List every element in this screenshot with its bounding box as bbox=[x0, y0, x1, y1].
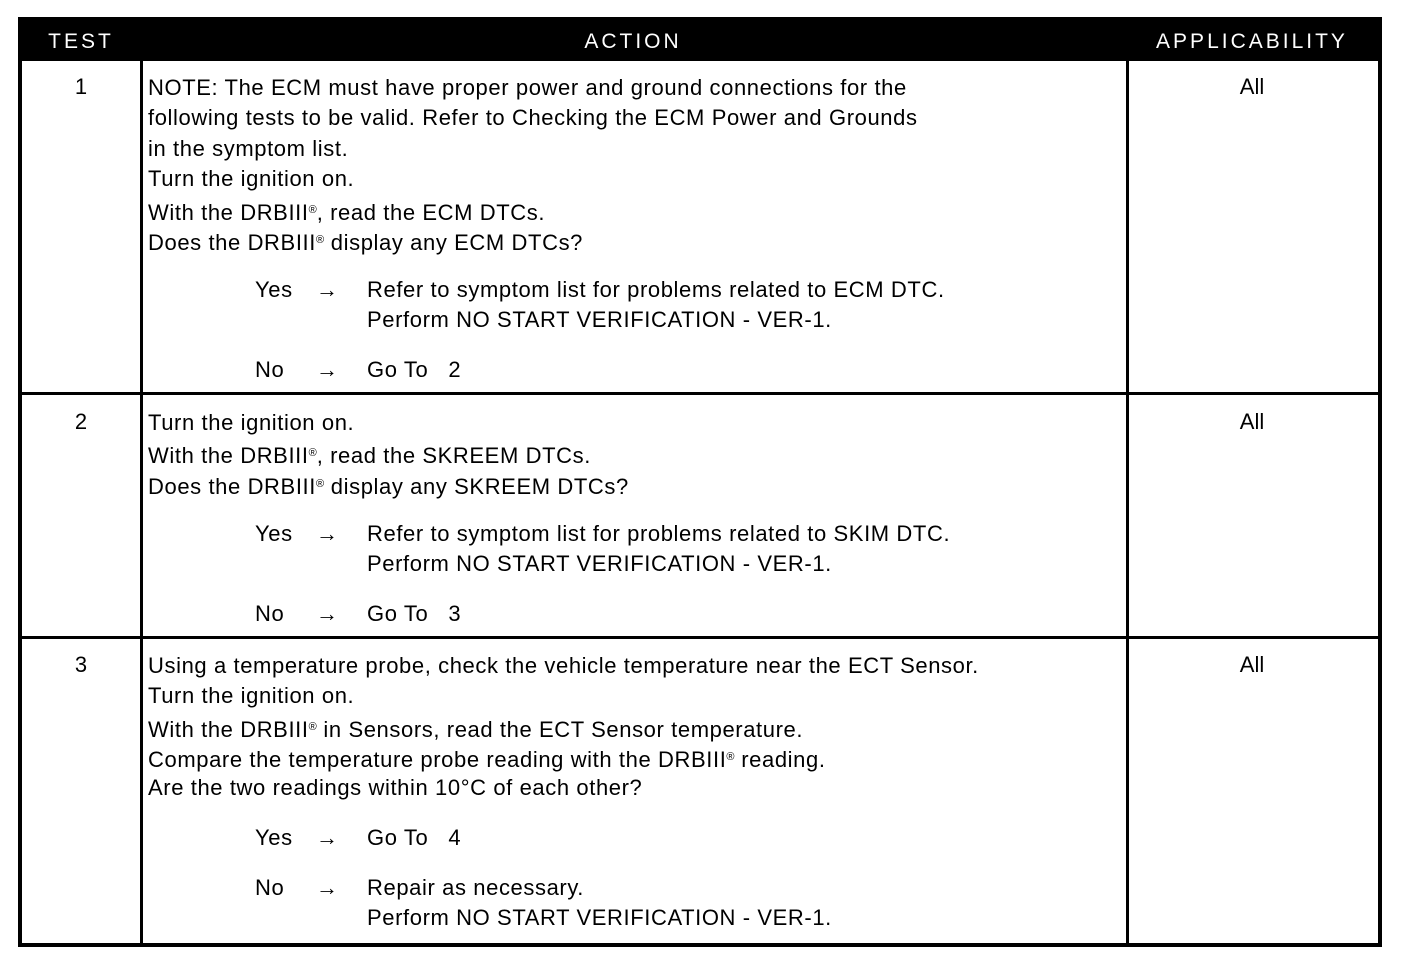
action-line bbox=[148, 225, 1124, 255]
applicability-1: All bbox=[1239, 74, 1265, 99]
action-line bbox=[148, 469, 1124, 499]
action-cell-1 bbox=[148, 73, 1124, 386]
yes-result: Perform NO START VERIFICATION - VER-1. bbox=[367, 307, 832, 333]
action-line: Using a temperature probe, check the vehicle temperature near the ECT Sensor. bbox=[148, 653, 979, 678]
action-text: Compare the temperature probe reading with the DRBIII bbox=[148, 747, 727, 773]
action-cell-3 bbox=[148, 651, 1124, 933]
column-divider-applicability bbox=[1126, 61, 1129, 943]
no-result: Go To 3 bbox=[367, 601, 462, 627]
action-line: Turn the ignition on. bbox=[148, 410, 355, 435]
applicability-3: All bbox=[1239, 652, 1265, 677]
yes-result: Perform NO START VERIFICATION - VER-1. bbox=[367, 551, 832, 577]
column-divider-test bbox=[140, 61, 143, 943]
action-line bbox=[148, 742, 1124, 772]
action-line: Turn the ignition on. bbox=[148, 683, 355, 709]
action-line: following tests to be valid. Refer to Checking the ECM Power and Grounds bbox=[148, 105, 918, 131]
action-text: reading. bbox=[734, 747, 826, 773]
registered-mark: ® bbox=[308, 447, 317, 460]
action-text: display any SKREEM DTCs? bbox=[324, 473, 629, 499]
action-line bbox=[148, 438, 1124, 468]
action-text: Does the DRBIII bbox=[148, 229, 316, 255]
yes-label: Yes bbox=[255, 824, 293, 850]
no-branch-continued bbox=[148, 903, 1124, 933]
yes-result: Refer to symptom list for problems related to SKIM DTC. bbox=[367, 520, 951, 546]
header-applicability: APPLICABILITY bbox=[1156, 30, 1348, 53]
registered-mark: ® bbox=[315, 233, 325, 246]
yes-label: Yes bbox=[255, 276, 293, 302]
action-text: , read the ECM DTCs. bbox=[316, 199, 546, 225]
no-branch bbox=[148, 599, 1124, 629]
yes-branch bbox=[148, 519, 1124, 549]
action-cell-2 bbox=[148, 408, 1124, 630]
yes-branch-continued bbox=[148, 305, 1124, 335]
no-label: No bbox=[255, 601, 285, 627]
arrow-icon: → bbox=[316, 357, 339, 383]
yes-result: Refer to symptom list for problems related to ECM DTC. bbox=[367, 276, 945, 302]
action-text: With the DRBIII bbox=[148, 716, 309, 742]
no-branch bbox=[148, 873, 1124, 903]
arrow-icon: → bbox=[316, 276, 339, 302]
yes-branch bbox=[148, 823, 1124, 853]
action-line: Are the two readings within 10°C of each other? bbox=[148, 774, 643, 800]
action-line: NOTE: The ECM must have proper power and ground connections for the bbox=[148, 75, 907, 100]
action-line: Turn the ignition on. bbox=[148, 166, 355, 192]
registered-mark: ® bbox=[315, 477, 325, 490]
arrow-icon: → bbox=[316, 824, 339, 850]
test-number-1: 1 bbox=[74, 74, 88, 99]
arrow-icon: → bbox=[316, 601, 339, 627]
action-line bbox=[148, 195, 1124, 225]
action-text: With the DRBIII bbox=[148, 199, 309, 225]
header-test: TEST bbox=[48, 30, 114, 53]
table-header bbox=[22, 21, 1378, 61]
yes-branch-continued bbox=[148, 549, 1124, 579]
diagnostic-test-table bbox=[18, 17, 1382, 947]
action-line bbox=[148, 712, 1124, 742]
row-divider-1 bbox=[22, 392, 1378, 395]
test-number-3: 3 bbox=[74, 652, 88, 677]
header-action: ACTION bbox=[584, 30, 682, 53]
no-label: No bbox=[255, 357, 285, 383]
no-result: Repair as necessary. bbox=[367, 874, 585, 900]
action-line: in the symptom list. bbox=[148, 135, 349, 161]
action-text: Does the DRBIII bbox=[148, 473, 316, 499]
action-text: With the DRBIII bbox=[148, 443, 309, 469]
no-result: Go To 2 bbox=[367, 357, 462, 383]
yes-label: Yes bbox=[255, 520, 293, 546]
registered-mark: ® bbox=[308, 203, 317, 216]
action-text: in Sensors, read the ECT Sensor temperature. bbox=[316, 716, 804, 742]
applicability-2: All bbox=[1239, 409, 1265, 434]
no-result: Perform NO START VERIFICATION - VER-1. bbox=[367, 904, 832, 930]
action-text: display any ECM DTCs? bbox=[324, 229, 584, 255]
row-divider-2 bbox=[22, 636, 1378, 639]
action-text: , read the SKREEM DTCs. bbox=[316, 443, 591, 469]
test-number-2: 2 bbox=[74, 409, 88, 434]
no-branch bbox=[148, 355, 1124, 385]
yes-branch bbox=[148, 275, 1124, 305]
no-label: No bbox=[255, 874, 285, 900]
registered-mark: ® bbox=[726, 751, 735, 764]
arrow-icon: → bbox=[316, 520, 339, 546]
registered-mark: ® bbox=[308, 720, 317, 733]
arrow-icon: → bbox=[316, 874, 339, 900]
yes-result: Go To 4 bbox=[367, 824, 462, 850]
